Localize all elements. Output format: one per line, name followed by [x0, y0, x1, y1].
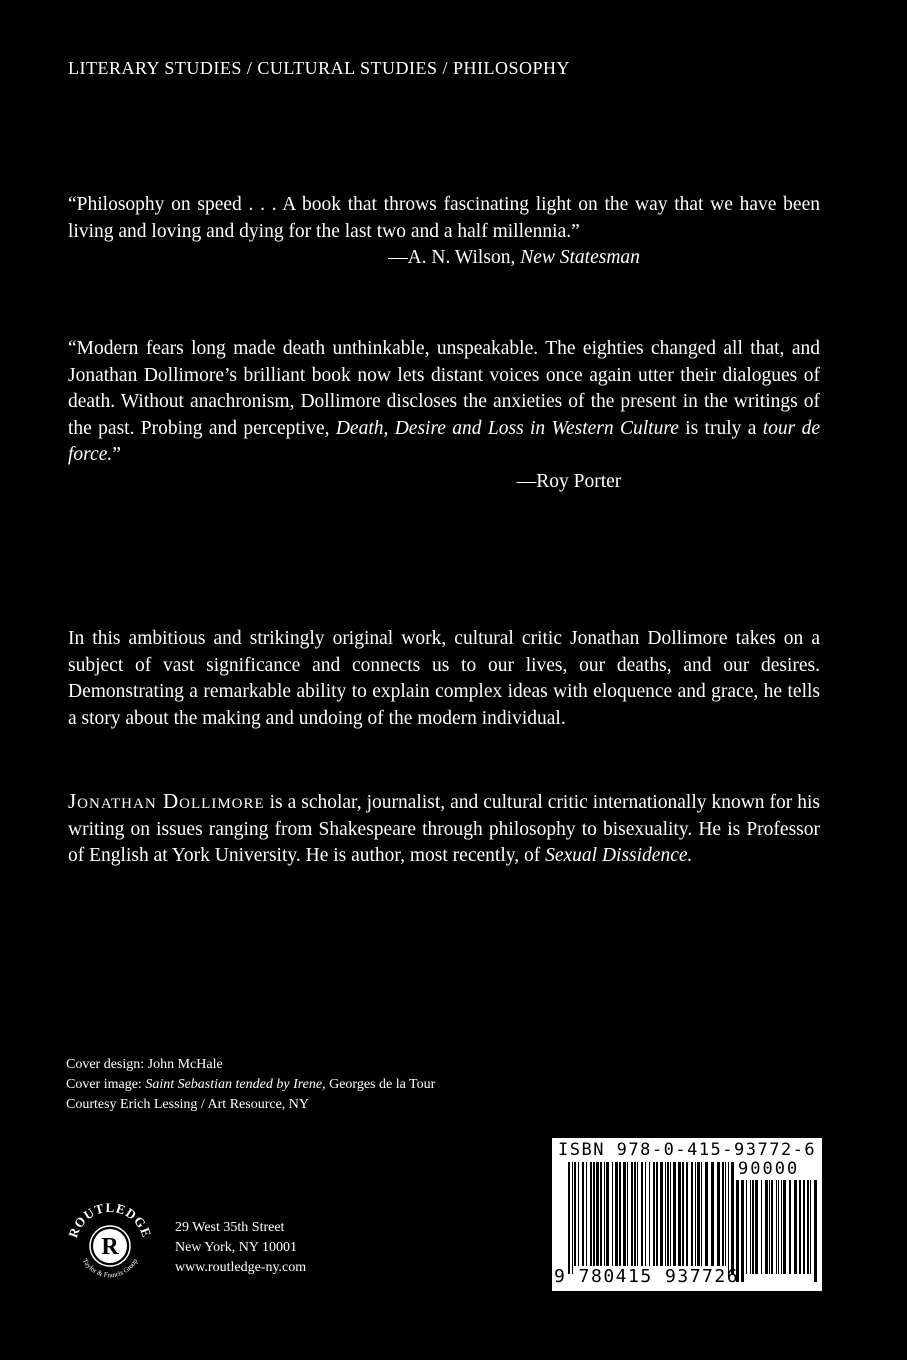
courtesy-credit: Courtesy Erich Lessing / Art Resource, NY [66, 1097, 310, 1112]
barcode-bar [596, 1162, 599, 1266]
barcode-bar [794, 1180, 797, 1274]
author-bio: Jonathan Dollimore is a scholar, journalist, and cultural critic internationally known for his writing on issues ranging from Shakespeare through philosophy to bisexuality. He is Professor of English at York University. He is author, most recently, of Sexual Dissidence. [68, 789, 820, 866]
barcode-bar [789, 1180, 791, 1274]
barcode-bar [568, 1162, 570, 1274]
attribution-name: —A. N. Wilson, [388, 247, 521, 268]
barcode-bar [728, 1162, 729, 1274]
logo-ring-text: ROUTLEDGE [65, 1200, 155, 1240]
barcode-bar [637, 1162, 638, 1266]
barcode-bar [572, 1162, 573, 1274]
cover-design-credit: Cover design: John McHale [66, 1057, 223, 1072]
barcode-bar [807, 1180, 809, 1274]
barcode-bar [606, 1162, 609, 1266]
barcode-bar [686, 1162, 688, 1266]
barcode-bar [750, 1180, 751, 1274]
barcode-bar [717, 1162, 720, 1266]
quote-attribution [68, 245, 820, 272]
barcode-bar [634, 1162, 636, 1266]
publisher-website: www.routledge-ny.com [175, 1260, 307, 1275]
barcode-bar [752, 1180, 754, 1274]
review-quote-1 [68, 192, 820, 272]
publisher-address [175, 1218, 306, 1278]
barcode-bar [781, 1180, 782, 1274]
quote-text: “Philosophy on speed . . . A book that throws fascinating light on the way that we have been living and loving and dying for the last two and a half millennia.” [68, 194, 820, 242]
barcode-bar [600, 1162, 602, 1266]
barcode-bar [665, 1162, 666, 1266]
barcode-bar [778, 1180, 779, 1274]
price-code: 90000 [738, 1159, 800, 1179]
barcode-bar [582, 1162, 584, 1266]
barcode-bar [701, 1162, 702, 1266]
barcode-bar [619, 1162, 621, 1266]
isbn-number: ISBN 978-0-415-93772-6 [558, 1140, 817, 1160]
barcode-bar [776, 1180, 777, 1274]
barcode-bar [783, 1180, 786, 1274]
barcode-bar [697, 1162, 700, 1266]
barcode-bar [725, 1162, 726, 1266]
barcode-bar [711, 1162, 714, 1266]
barcode-bar [769, 1180, 770, 1274]
barcode-bar [765, 1180, 768, 1274]
barcode-bar [604, 1162, 605, 1266]
barcode-bar [631, 1162, 633, 1266]
barcode-bar [746, 1180, 747, 1274]
barcode-bar [645, 1162, 646, 1266]
barcode-bar [593, 1162, 595, 1266]
cover-credits [66, 1055, 435, 1115]
isbn-barcode [552, 1138, 822, 1291]
barcode-bar [656, 1162, 658, 1266]
author-name: Jonathan Dollimore [68, 789, 265, 813]
barcode-bar [670, 1162, 671, 1266]
barcode-bar [678, 1162, 681, 1266]
logo-ring-subtext: Taylor & Francis Group [80, 1257, 140, 1280]
barcode-bar [799, 1180, 801, 1274]
cover-image-credit: Cover image: Saint Sebastian tended by Irene, Georges de la Tour [66, 1077, 436, 1092]
routledge-logo [64, 1200, 156, 1292]
barcode-bar [574, 1162, 576, 1266]
quote-text: “Modern fears long made death unthinkable, unspeakable. The eighties changed all that, and Jonathan Dollimore’s brilliant book now lets distant voices once again utter their dialogues of death. Without anachronism, Dollimore discloses the anxieties of the present in the writings of the past. Probing and perceptive, Death, Desire and Loss in Western Culture is truly a tour de force.” [68, 338, 820, 465]
barcode-bar [691, 1162, 693, 1266]
barcode-bar [673, 1162, 676, 1266]
barcode-bar [660, 1162, 663, 1266]
barcode-bar [755, 1180, 758, 1274]
barcode-bar [623, 1162, 626, 1266]
barcode-bar [615, 1162, 618, 1266]
barcode-bar [586, 1162, 587, 1266]
barcode-bar [814, 1180, 817, 1282]
barcode-bar [761, 1180, 762, 1274]
barcode-bar [612, 1162, 613, 1266]
barcode-bar [667, 1162, 669, 1266]
logo-center-letter: R [101, 1234, 119, 1260]
barcode-bar [731, 1162, 734, 1274]
barcode-bar [695, 1162, 696, 1266]
barcode-bar [722, 1162, 724, 1266]
barcode-bar [741, 1180, 744, 1282]
book-description: In this ambitious and strikingly original work, cultural critic Jonathan Dollimore takes on a subject of vast significance and connects us to our lives, our deaths, and our desires. Demonstrating a remarkable ability to explain complex ideas with eloquence and grace, he tells a story about the making and undoing of the modern individual. [68, 628, 820, 729]
quote-attribution: —Roy Porter [516, 470, 622, 492]
barcode-bar [578, 1162, 579, 1266]
barcode-bar [771, 1180, 773, 1274]
address-line-1: 29 West 35th Street [175, 1220, 285, 1235]
routledge-logo-icon [64, 1200, 156, 1292]
barcode-bar [653, 1162, 655, 1266]
book-title: Death, Desire and Loss in Western Culture [335, 417, 679, 439]
attribution-source: New Statesman [520, 247, 640, 268]
barcode-bar [590, 1162, 592, 1266]
barcode-bar [705, 1162, 708, 1266]
address-line-2: New York, NY 10001 [175, 1240, 297, 1255]
author-book-title: Sexual Dissidence. [545, 845, 693, 866]
ean-number: 9 780415 937726 [554, 1266, 740, 1287]
barcode-bar [803, 1180, 805, 1274]
barcode-bar [627, 1162, 628, 1266]
category-line: LITERARY STUDIES / CULTURAL STUDIES / PHILOSOPHY [68, 58, 571, 78]
review-quote-2 [68, 336, 820, 495]
barcode-bar [649, 1162, 650, 1266]
barcode-bar [810, 1180, 811, 1274]
barcode-bar [682, 1162, 684, 1266]
barcode-bar [641, 1162, 643, 1266]
phrase-tour-de-force: tour de force. [68, 417, 820, 465]
